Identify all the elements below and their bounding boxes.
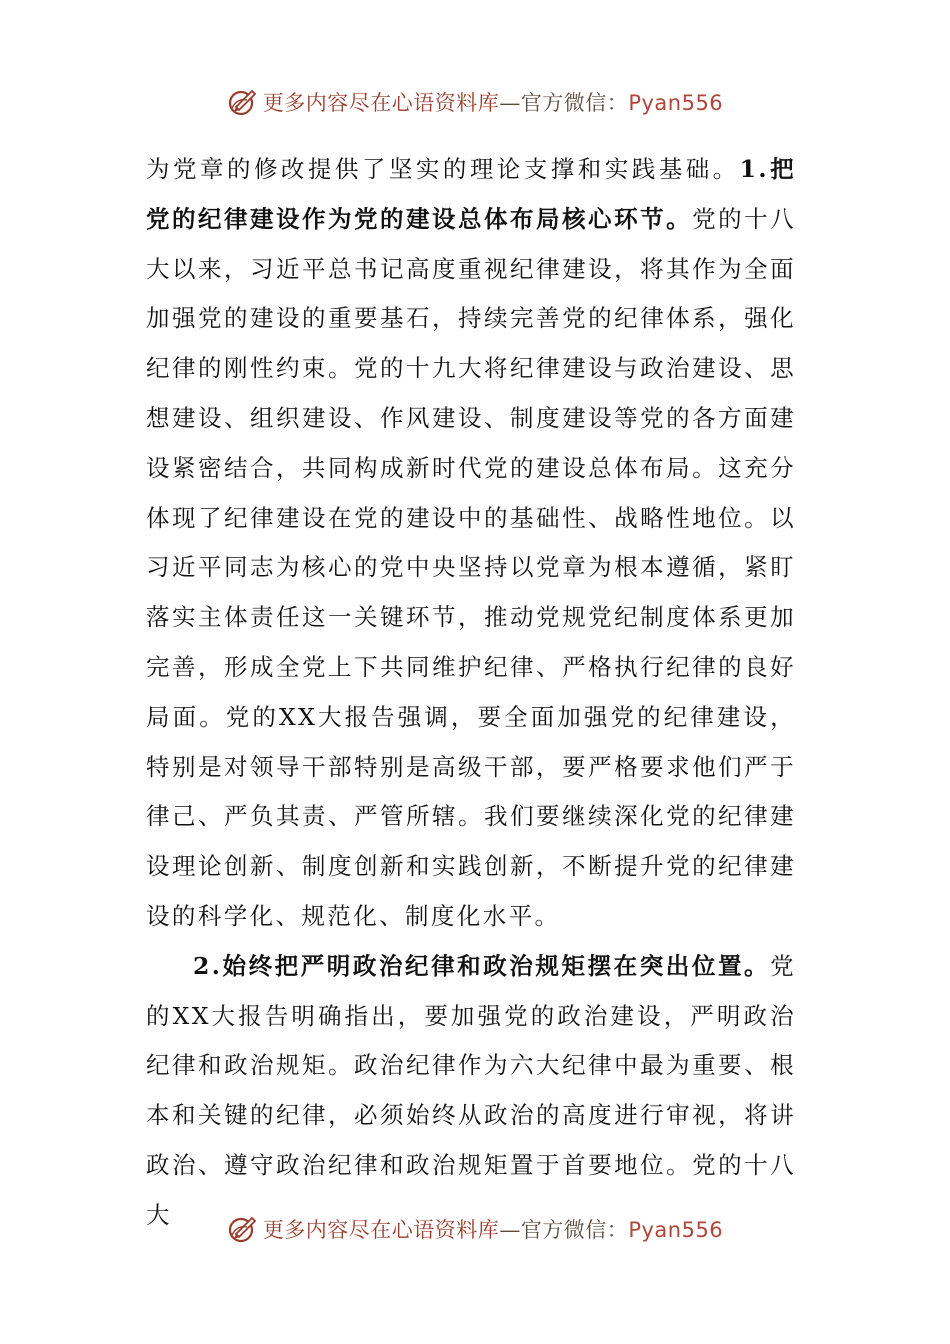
section-1-heading: 1.把党的纪律建设作为党的建设总体布局核心环节。 [146,155,796,233]
footer-banner-handle: Pyan556 [628,1218,724,1242]
footer-banner [0,1209,950,1249]
footer-banner-text [263,1214,723,1244]
header-banner-tail: 官方微信： [520,91,629,115]
document-body [146,145,796,1241]
footer-banner-dash: — [499,1218,521,1242]
pen-circle-logo-icon [227,1213,259,1245]
footer-banner-title: 更多内容尽在心语资料库 [262,1218,500,1242]
section-2-heading: 2.始终把严明政治纪律和政治规矩摆在突出位置。 [193,951,771,980]
paragraph-1 [146,145,796,942]
header-banner-dash: — [499,91,521,115]
pen-circle-logo-icon [227,86,259,118]
header-banner [0,82,950,122]
paragraph-2-text: 党的XX大报告明确指出，要加强党的政治建设，严明政治纪律和政治规矩。政治纪律作为六大纪律中最为重要、根本和关键的纪律，必须始终从政治的高度进行审视，将讲政治、遵守政治纪律和政治规矩置于首要地位。党的十八大 [146,951,796,1229]
paragraph-1-text: 党的十八大以来，习近平总书记高度重视纪律建设，将其作为全面加强党的建设的重要基石，持续完善党的纪律体系，强化纪律的刚性约束。党的十九大将纪律建设与政治建设、思想建设、组织建设、作风建设、制度建设等党的各方面建设紧密结合，共同构成新时代党的建设总体布局。这充分体现了纪律建设在党的建设中的基础性、战略性地位。以习近平同志为核心的党中央坚持以党章为根本遵循，紧盯落实主体责任这一关键环节，推动党规党纪制度体系更加完善，形成全党上下共同维护纪律、严格执行纪律的良好局面。党的XX大报告强调，要全面加强党的纪律建设，特别是对领导干部特别是高级干部，要严格要求他们严于律己、严负其责、严管所辖。我们要继续深化党的纪律建设理论创新、制度创新和实践创新，不断提升党的纪律建设的科学化、规范化、制度化水平。 [146,204,796,930]
paragraph-1-lead: 为党章的修改提供了坚实的理论支撑和实践基础。 [146,155,740,183]
header-banner-handle: Pyan556 [628,91,724,115]
header-banner-title: 更多内容尽在心语资料库 [262,91,500,115]
paragraph-2 [146,942,796,1241]
header-banner-text [263,87,723,117]
footer-banner-tail: 官方微信： [520,1218,629,1242]
